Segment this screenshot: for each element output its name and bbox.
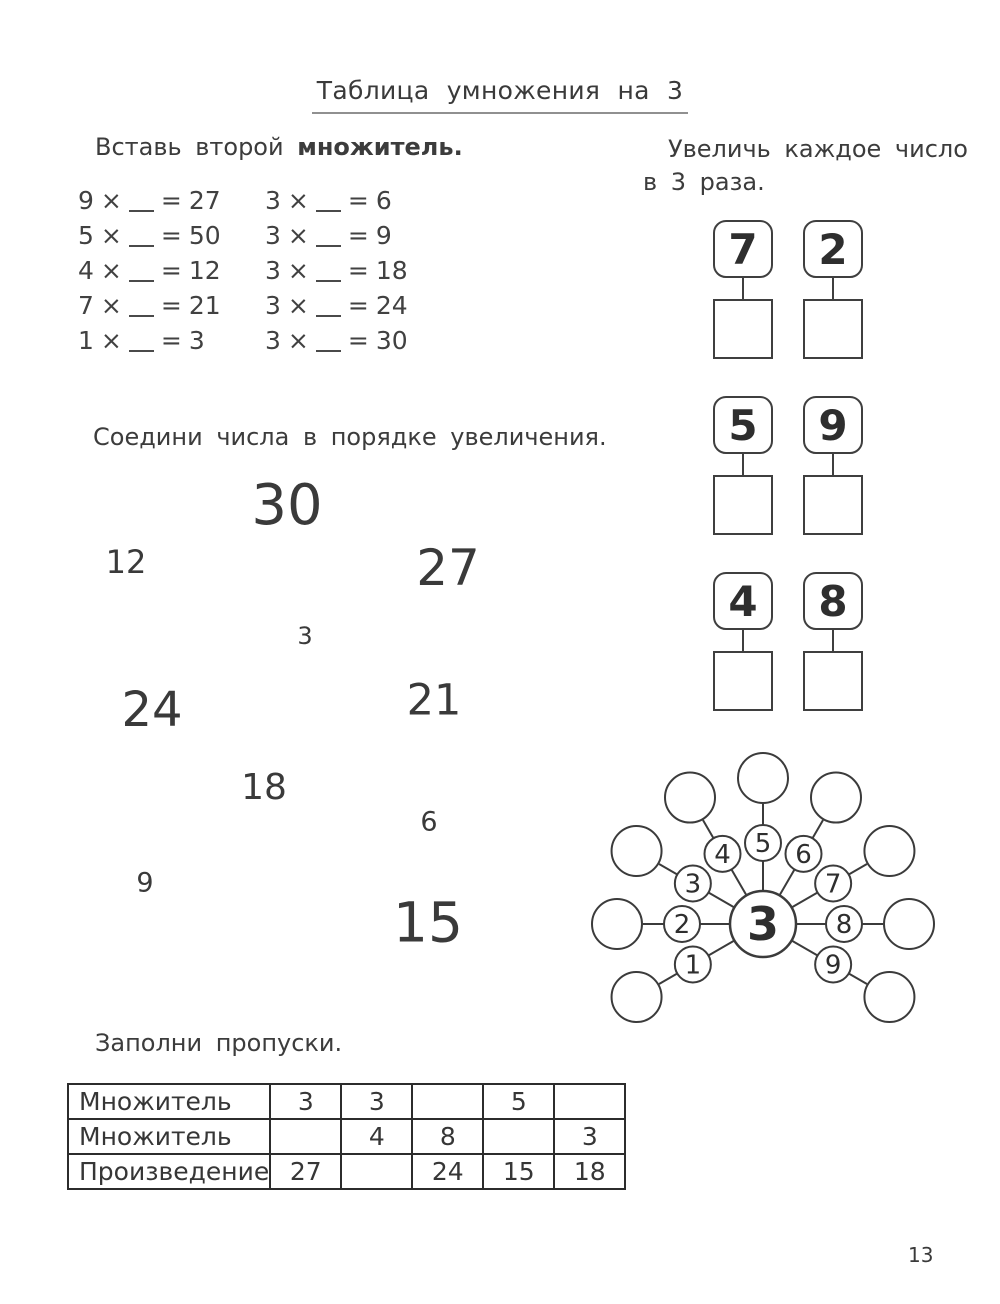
source-number-box: 9 — [803, 396, 863, 454]
equals-sign: = — [160, 221, 182, 250]
multiply-sign: × — [100, 221, 122, 250]
connector-line — [832, 278, 834, 299]
equals-sign: = — [347, 221, 369, 250]
answer-circle[interactable] — [811, 773, 861, 823]
increase-pair — [713, 220, 773, 359]
spoke-inner-line — [792, 893, 818, 908]
equations-column-1 — [78, 186, 221, 361]
equals-sign: = — [347, 326, 369, 355]
answer-circle[interactable] — [864, 826, 914, 876]
equation — [78, 221, 221, 256]
connect-number[interactable]: 18 — [241, 767, 287, 808]
answer-circle[interactable] — [612, 826, 662, 876]
source-number-box: 4 — [713, 572, 773, 630]
product-value: 24 — [375, 291, 408, 320]
answer-blank[interactable] — [129, 242, 154, 247]
table-row — [68, 1154, 625, 1189]
equation — [265, 291, 408, 326]
spoke-number: 5 — [754, 829, 772, 860]
factor-value: 3 — [265, 326, 281, 355]
factor-value: 4 — [78, 256, 94, 285]
connect-number[interactable]: 6 — [420, 806, 438, 838]
answer-box[interactable] — [803, 475, 863, 535]
value-cell: 15 — [483, 1154, 554, 1189]
equals-sign: = — [160, 291, 182, 320]
multiply-sign: × — [100, 256, 122, 285]
title-row — [0, 78, 1000, 114]
spoke-outer-line — [703, 820, 714, 838]
spoke-number: 6 — [795, 839, 812, 870]
fill-multiplier-heading-bold: множитель. — [297, 133, 463, 161]
center-number: 3 — [746, 897, 780, 952]
fill-blanks-table — [67, 1083, 626, 1190]
factor-value: 3 — [265, 186, 281, 215]
equation — [265, 326, 408, 361]
answer-blank[interactable] — [316, 312, 341, 317]
equation — [78, 291, 221, 326]
equals-sign: = — [160, 326, 182, 355]
factor-value: 3 — [265, 291, 281, 320]
connect-number[interactable]: 30 — [251, 473, 323, 538]
spoke-inner-line — [708, 941, 734, 956]
value-cell: 4 — [341, 1119, 412, 1154]
spoke-outer-line — [849, 974, 867, 985]
answer-blank[interactable] — [129, 347, 154, 352]
answer-circle[interactable] — [738, 753, 788, 803]
connect-number[interactable]: 27 — [416, 539, 480, 597]
increase-pair — [803, 572, 863, 711]
connect-number[interactable]: 12 — [105, 543, 147, 581]
source-number-box: 2 — [803, 220, 863, 278]
connect-number[interactable]: 15 — [393, 890, 463, 955]
multiply-sign: × — [100, 186, 122, 215]
answer-cell[interactable] — [412, 1084, 483, 1119]
value-cell: 24 — [412, 1154, 483, 1189]
connector-line — [832, 454, 834, 475]
product-value: 3 — [188, 326, 205, 355]
equations-column-2 — [265, 186, 408, 361]
source-number-box: 7 — [713, 220, 773, 278]
page-number: 13 — [908, 1243, 934, 1267]
answer-circle[interactable] — [884, 899, 934, 949]
connector-line — [742, 454, 744, 475]
equals-sign: = — [160, 186, 182, 215]
equation — [265, 221, 408, 256]
answer-circle[interactable] — [864, 972, 914, 1022]
connect-number[interactable]: 24 — [121, 682, 183, 738]
product-value: 21 — [188, 291, 221, 320]
increase-heading-line2: в 3 раза. — [643, 168, 765, 196]
connect-number[interactable]: 21 — [406, 675, 462, 726]
product-value: 9 — [375, 221, 392, 250]
multiply-sign: × — [287, 326, 309, 355]
increase-pair — [713, 572, 773, 711]
multiply-sign: × — [287, 256, 309, 285]
equals-sign: = — [347, 256, 369, 285]
row-label: Множитель — [68, 1084, 270, 1119]
value-cell: 3 — [341, 1084, 412, 1119]
factor-value: 3 — [265, 256, 281, 285]
answer-blank[interactable] — [129, 207, 154, 212]
increase-heading-line1: Увеличь каждое число — [668, 135, 968, 163]
answer-blank[interactable] — [129, 312, 154, 317]
source-number-box: 5 — [713, 396, 773, 454]
fill-blanks-heading: Заполни пропуски. — [95, 1029, 343, 1057]
answer-blank[interactable] — [316, 207, 341, 212]
answer-circle[interactable] — [592, 899, 642, 949]
equation — [78, 326, 221, 361]
product-value: 12 — [188, 256, 221, 285]
factor-value: 7 — [78, 291, 94, 320]
answer-box[interactable] — [713, 475, 773, 535]
connector-line — [742, 630, 744, 651]
value-cell: 8 — [412, 1119, 483, 1154]
product-value: 50 — [188, 221, 221, 250]
answer-cell[interactable] — [554, 1084, 625, 1119]
spoke-outer-line — [659, 974, 677, 985]
value-cell: 3 — [270, 1084, 341, 1119]
answer-cell[interactable] — [270, 1119, 341, 1154]
spoke-inner-line — [732, 869, 747, 895]
spoke-number: 9 — [824, 950, 842, 981]
factor-value: 9 — [78, 186, 94, 215]
answer-cell[interactable] — [483, 1119, 554, 1154]
equals-sign: = — [160, 256, 182, 285]
answer-box[interactable] — [713, 299, 773, 359]
equation — [78, 186, 221, 221]
connect-heading: Соедини числа в порядке увеличения. — [93, 423, 607, 451]
product-value: 30 — [375, 326, 408, 355]
source-number-box: 8 — [803, 572, 863, 630]
product-value: 6 — [375, 186, 392, 215]
increase-pair — [713, 396, 773, 535]
spoke-outer-line — [659, 864, 677, 875]
connector-line — [742, 278, 744, 299]
answer-box[interactable] — [713, 651, 773, 711]
factor-value: 3 — [265, 221, 281, 250]
factor-value: 5 — [78, 221, 94, 250]
spoke-inner-line — [780, 869, 795, 895]
multiply-sign: × — [287, 186, 309, 215]
spoke-number: 8 — [835, 910, 853, 941]
answer-blank[interactable] — [129, 277, 154, 282]
factor-value: 1 — [78, 326, 94, 355]
connect-number[interactable]: 3 — [297, 622, 313, 650]
increase-pair — [803, 396, 863, 535]
multiply-sign: × — [287, 221, 309, 250]
spoke-outer-line — [813, 820, 824, 838]
spoke-number: 1 — [684, 950, 702, 981]
multiply-sign: × — [100, 326, 122, 355]
row-label: Произведение — [68, 1154, 270, 1189]
fill-multiplier-heading-normal: Вставь второй — [95, 133, 284, 161]
product-value: 27 — [188, 186, 221, 215]
page-title: Таблица умножения на 3 — [312, 78, 688, 114]
answer-box[interactable] — [803, 651, 863, 711]
row-label: Множитель — [68, 1119, 270, 1154]
equals-sign: = — [347, 186, 369, 215]
answer-cell[interactable] — [341, 1154, 412, 1189]
spoke-number: 4 — [714, 839, 731, 870]
table-row — [68, 1119, 625, 1154]
equation — [78, 256, 221, 291]
table-row — [68, 1084, 625, 1119]
spoke-number: 7 — [824, 869, 842, 900]
answer-circle[interactable] — [612, 972, 662, 1022]
spoke-number: 3 — [684, 869, 702, 900]
multiplication-sunburst-diagram — [583, 750, 943, 1042]
answer-circle[interactable] — [665, 773, 715, 823]
fill-multiplier-heading — [95, 134, 463, 160]
multiply-sign: × — [100, 291, 122, 320]
connector-line — [832, 630, 834, 651]
value-cell: 5 — [483, 1084, 554, 1119]
equation — [265, 186, 408, 221]
spoke-inner-line — [708, 893, 734, 908]
value-cell: 27 — [270, 1154, 341, 1189]
value-cell: 3 — [554, 1119, 625, 1154]
multiply-sign: × — [287, 291, 309, 320]
answer-box[interactable] — [803, 299, 863, 359]
connect-number[interactable]: 9 — [136, 867, 154, 899]
spoke-inner-line — [792, 941, 818, 956]
product-value: 18 — [375, 256, 408, 285]
spoke-number: 2 — [673, 910, 691, 941]
increase-pair — [803, 220, 863, 359]
equals-sign: = — [347, 291, 369, 320]
answer-blank[interactable] — [316, 242, 341, 247]
equation — [265, 256, 408, 291]
answer-blank[interactable] — [316, 347, 341, 352]
value-cell: 18 — [554, 1154, 625, 1189]
spoke-outer-line — [849, 864, 867, 875]
answer-blank[interactable] — [316, 277, 341, 282]
